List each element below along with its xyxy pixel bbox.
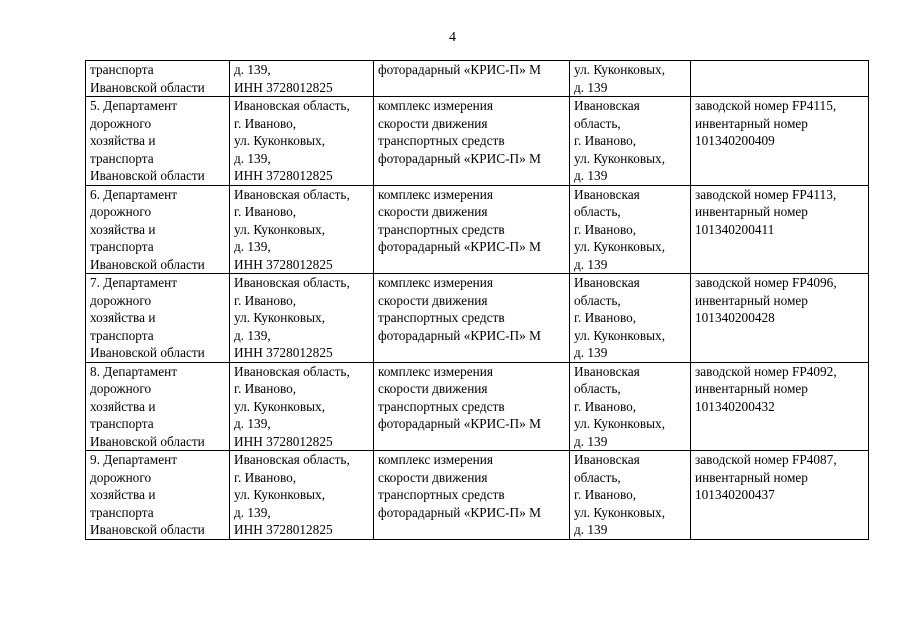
address-cell	[230, 274, 374, 363]
cell-line: Ивановская	[574, 452, 640, 467]
device-cell	[374, 451, 570, 540]
owner-cell	[86, 451, 230, 540]
location-cell	[570, 362, 691, 451]
owner-cell	[86, 362, 230, 451]
cell-line: ул. Куконковых,	[234, 133, 326, 148]
address-cell	[230, 362, 374, 451]
cell-line: д. 139	[574, 79, 608, 95]
cell-line: г. Иваново,	[574, 487, 637, 502]
cell-line: комплекс измерения	[378, 452, 493, 467]
cell-line: область,	[574, 292, 621, 308]
cell-line: скорости движения	[378, 469, 488, 485]
device-cell	[374, 274, 570, 363]
cell-line: г. Иваново,	[234, 292, 297, 308]
cell-line: г. Иваново,	[574, 398, 637, 414]
cell-line: хозяйства и	[90, 133, 156, 148]
cell-line: скорости движения	[378, 381, 488, 396]
cell-line: 101340200432	[695, 398, 775, 414]
cell-line: транспорта	[90, 327, 154, 343]
device-cell	[374, 61, 570, 97]
device-cell	[374, 185, 570, 274]
cell-line: Ивановская область,	[234, 275, 350, 290]
cell-line: хозяйства и	[90, 310, 156, 325]
table-row	[86, 185, 869, 274]
identifiers-cell	[691, 451, 869, 540]
cell-line: инвентарный номер	[695, 115, 808, 131]
cell-line: г. Иваново,	[574, 310, 637, 325]
cell-line: инвентарный номер	[695, 292, 808, 308]
table-row	[86, 274, 869, 363]
cell-line: Ивановской области	[90, 522, 205, 537]
cell-line: 101340200411	[695, 221, 775, 237]
owner-cell	[86, 274, 230, 363]
cell-line: г. Иваново,	[234, 115, 297, 131]
cell-line: 101340200428	[695, 310, 775, 325]
cell-line: дорожного	[90, 204, 152, 219]
identifiers-cell	[691, 362, 869, 451]
cell-line: фоторадарный «КРИС-П» М	[378, 416, 541, 431]
identifiers-cell	[691, 185, 869, 274]
address-cell	[230, 451, 374, 540]
cell-line: ИНН 3728012825	[234, 168, 333, 183]
cell-line: д. 139,	[234, 504, 271, 520]
cell-line: Ивановской области	[90, 256, 205, 272]
location-cell	[570, 451, 691, 540]
cell-line: дорожного	[90, 292, 152, 308]
cell-line: ИНН 3728012825	[234, 345, 333, 360]
cell-line: Ивановской области	[90, 345, 205, 360]
table-row	[86, 362, 869, 451]
cell-line: транспорта	[90, 150, 154, 166]
cell-line: фоторадарный «КРИС-П» М	[378, 327, 541, 343]
cell-line: заводской номер FP4092,	[695, 363, 837, 379]
cell-line: г. Иваново,	[234, 469, 297, 485]
cell-line: область,	[574, 381, 621, 396]
cell-line: д. 139,	[234, 416, 271, 431]
cell-line: ул. Куконковых,	[574, 416, 666, 431]
cell-line: ул. Куконковых,	[574, 150, 666, 166]
cell-line: ИНН 3728012825	[234, 433, 333, 449]
cell-line: 101340200409	[695, 133, 775, 148]
cell-line: транспортных средств	[378, 133, 505, 148]
cell-line: транспорта	[90, 239, 154, 254]
cell-line: область,	[574, 115, 621, 131]
location-cell	[570, 185, 691, 274]
registry-table-body	[86, 61, 869, 540]
cell-line: Ивановская	[574, 186, 640, 202]
owner-cell	[86, 61, 230, 97]
cell-line: скорости движения	[378, 115, 488, 131]
cell-line: ул. Куконковых,	[234, 221, 326, 237]
page-number: 4	[449, 30, 456, 45]
cell-line: ул. Куконковых,	[234, 487, 326, 502]
cell-line: Ивановская	[574, 363, 640, 379]
cell-line: заводской номер FP4115,	[695, 98, 837, 113]
location-cell	[570, 97, 691, 186]
cell-line: скорости движения	[378, 204, 488, 219]
cell-line: Ивановская область,	[234, 98, 350, 113]
cell-line: 8. Департамент	[90, 363, 178, 379]
cell-line: транспортных средств	[378, 487, 505, 502]
cell-line: дорожного	[90, 469, 152, 485]
cell-line: транспортных средств	[378, 221, 505, 237]
location-cell	[570, 274, 691, 363]
cell-line: ИНН 3728012825	[234, 522, 333, 537]
cell-line: фоторадарный «КРИС-П» М	[378, 62, 541, 77]
cell-line: фоторадарный «КРИС-П» М	[378, 504, 541, 520]
cell-line: Ивановской области	[90, 168, 205, 183]
cell-line: комплекс измерения	[378, 98, 493, 113]
identifiers-cell	[691, 274, 869, 363]
cell-line: 7. Департамент	[90, 275, 178, 290]
table-row	[86, 97, 869, 186]
cell-line: Ивановской области	[90, 433, 205, 449]
cell-line: транспорта	[90, 62, 154, 77]
cell-line: ул. Куконковых,	[234, 310, 326, 325]
cell-line: ул. Куконковых,	[574, 504, 666, 520]
cell-line: д. 139,	[234, 327, 271, 343]
cell-line: инвентарный номер	[695, 469, 808, 485]
cell-line: д. 139,	[234, 62, 271, 77]
cell-line: ул. Куконковых,	[574, 327, 666, 343]
device-cell	[374, 97, 570, 186]
cell-line: Ивановская	[574, 275, 640, 290]
address-cell	[230, 185, 374, 274]
cell-line: д. 139,	[234, 239, 271, 254]
cell-line: заводской номер FP4087,	[695, 452, 837, 467]
cell-line: Ивановской области	[90, 79, 205, 95]
cell-line: д. 139	[574, 256, 608, 272]
cell-line: д. 139	[574, 433, 608, 449]
cell-line: дорожного	[90, 381, 152, 396]
cell-line: 9. Департамент	[90, 452, 178, 467]
cell-line: инвентарный номер	[695, 381, 808, 396]
device-cell	[374, 362, 570, 451]
cell-line: транспортных средств	[378, 398, 505, 414]
cell-line: хозяйства и	[90, 398, 156, 414]
cell-line: д. 139,	[234, 150, 271, 166]
cell-line: г. Иваново,	[574, 133, 637, 148]
cell-line: ул. Куконковых,	[234, 398, 326, 414]
registry-table	[85, 60, 869, 540]
cell-line: 6. Департамент	[90, 186, 178, 202]
cell-line: ИНН 3728012825	[234, 256, 333, 272]
table-row	[86, 451, 869, 540]
cell-line: д. 139	[574, 168, 608, 183]
identifiers-cell	[691, 97, 869, 186]
cell-line: Ивановская область,	[234, 452, 350, 467]
cell-line: ИНН 3728012825	[234, 79, 333, 95]
cell-line: транспорта	[90, 416, 154, 431]
address-cell	[230, 61, 374, 97]
cell-line: Ивановская область,	[234, 186, 350, 202]
cell-line: ул. Куконковых,	[574, 239, 666, 254]
cell-line: скорости движения	[378, 292, 488, 308]
cell-line: транспортных средств	[378, 310, 505, 325]
cell-line: г. Иваново,	[234, 381, 297, 396]
cell-line: фоторадарный «КРИС-П» М	[378, 239, 541, 254]
cell-line: дорожного	[90, 115, 152, 131]
cell-line: комплекс измерения	[378, 363, 493, 379]
cell-line: 101340200437	[695, 487, 775, 502]
cell-line: область,	[574, 469, 621, 485]
cell-line: хозяйства и	[90, 487, 156, 502]
cell-line: заводской номер FP4096,	[695, 275, 837, 290]
cell-line: заводской номер FP4113,	[695, 186, 837, 202]
location-cell	[570, 61, 691, 97]
cell-line: комплекс измерения	[378, 275, 493, 290]
cell-line: Ивановская	[574, 98, 640, 113]
owner-cell	[86, 185, 230, 274]
cell-line: область,	[574, 204, 621, 219]
cell-line: г. Иваново,	[234, 204, 297, 219]
cell-line: д. 139	[574, 345, 608, 360]
cell-line: комплекс измерения	[378, 186, 493, 202]
table-row	[86, 61, 869, 97]
owner-cell	[86, 97, 230, 186]
cell-line: д. 139	[574, 522, 608, 537]
identifiers-cell	[691, 61, 869, 97]
cell-line: хозяйства и	[90, 221, 156, 237]
cell-line: 5. Департамент	[90, 98, 178, 113]
cell-line: инвентарный номер	[695, 204, 808, 219]
cell-line: Ивановская область,	[234, 363, 350, 379]
cell-line: фоторадарный «КРИС-П» М	[378, 150, 541, 166]
cell-line: транспорта	[90, 504, 154, 520]
address-cell	[230, 97, 374, 186]
cell-line: г. Иваново,	[574, 221, 637, 237]
cell-line: ул. Куконковых,	[574, 62, 666, 77]
